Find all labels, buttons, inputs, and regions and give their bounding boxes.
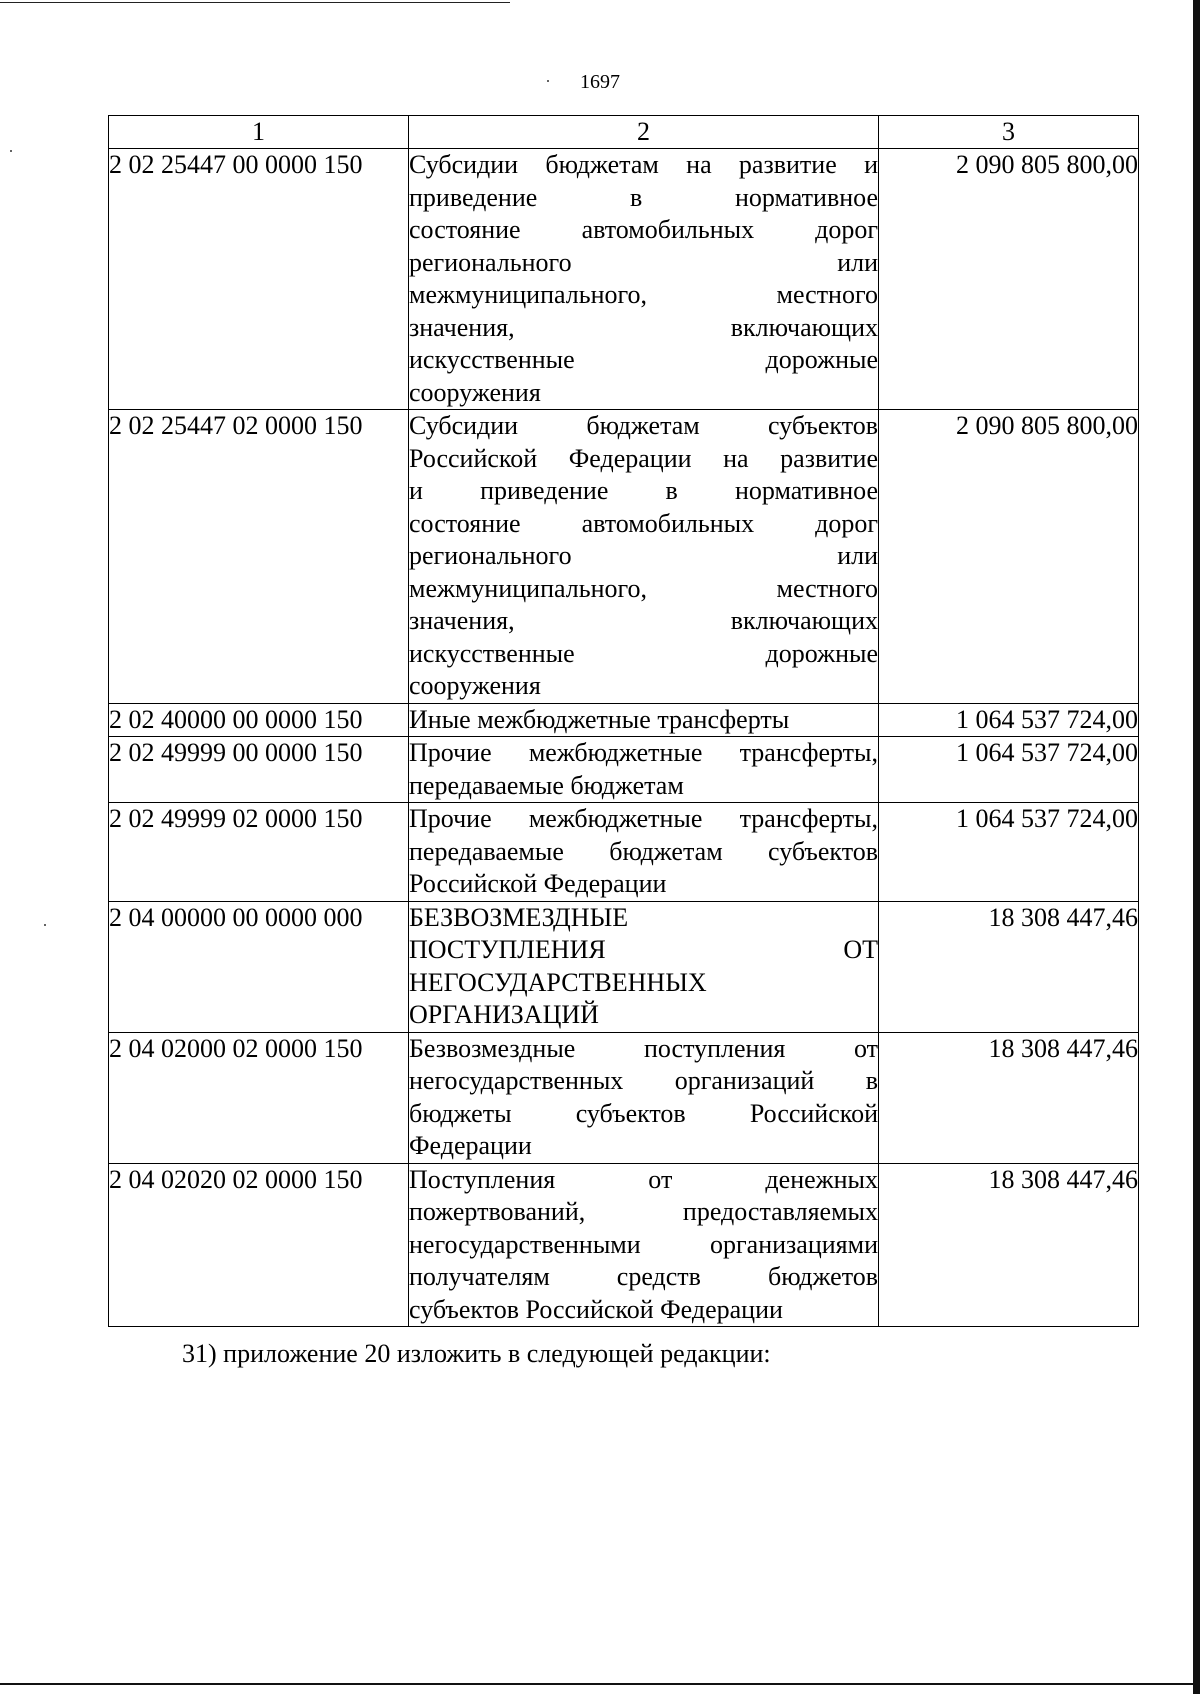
description-line: Прочие межбюджетные трансферты,	[409, 804, 878, 833]
description-line: состояние автомобильных дорог	[409, 215, 878, 244]
budget-classification-code: 2 04 02020 02 0000 150	[109, 1163, 409, 1327]
description-line: негосударственными организациями	[409, 1229, 878, 1259]
table-row	[109, 803, 1139, 902]
description-line: Иные межбюджетные трансферты	[409, 704, 790, 734]
description-line: пожертвований, предоставляемых	[409, 1197, 878, 1226]
amount-value: 1 064 537 724,00	[879, 803, 1139, 902]
column-header-1: 1	[109, 116, 409, 149]
description-line: Российской Федерации	[409, 869, 667, 898]
description-line: межмуниципального, местного	[409, 280, 878, 309]
description-line: сооружения	[409, 377, 541, 407]
closing-instruction-text: 31) приложение 20 изложить в следующей редакции:	[182, 1339, 771, 1368]
amount-value: 2 090 805 800,00	[879, 149, 1139, 410]
table-row	[109, 737, 1139, 803]
description-line: Субсидии бюджетам на развитие и	[409, 150, 878, 179]
column-header-3: 3	[879, 116, 1139, 149]
revenue-description	[409, 737, 879, 803]
budget-revenue-table	[108, 115, 1139, 1327]
amount-value: 18 308 447,46	[879, 1032, 1139, 1163]
description-line: искусственные дорожные	[409, 345, 878, 374]
scan-speck	[10, 150, 12, 152]
budget-classification-code: 2 04 00000 00 0000 000	[109, 901, 409, 1032]
table-row	[109, 1032, 1139, 1163]
description-line: передаваемые бюджетам субъектов	[409, 836, 878, 866]
description-line: значения, включающих	[409, 606, 878, 635]
description-line: Российской Федерации на развитие	[409, 443, 878, 473]
description-line: сооружения	[409, 671, 541, 700]
budget-classification-code: 2 02 25447 00 0000 150	[109, 149, 409, 410]
scan-speck	[44, 924, 46, 926]
description-line: Прочие межбюджетные трансферты,	[409, 738, 878, 767]
description-line: значения, включающих	[409, 312, 878, 342]
amount-value: 1 064 537 724,00	[879, 737, 1139, 803]
description-line: Федерации	[409, 1131, 532, 1160]
table-row	[109, 1163, 1139, 1327]
description-line: получателям средств бюджетов	[409, 1262, 878, 1291]
description-line: передаваемые бюджетам	[409, 770, 684, 800]
description-line: и приведение в нормативное	[409, 476, 878, 505]
description-line: Субсидии бюджетам субъектов	[409, 411, 878, 440]
budget-classification-code: 2 02 40000 00 0000 150	[109, 703, 409, 737]
description-line: регионального или	[409, 541, 878, 570]
table-row	[109, 149, 1139, 410]
scan-top-edge-line	[0, 2, 510, 3]
page-number: 1697	[580, 71, 620, 93]
table-row	[109, 901, 1139, 1032]
amount-value: 18 308 447,46	[879, 1163, 1139, 1327]
description-line: субъектов Российской Федерации	[409, 1294, 783, 1324]
description-line: негосударственных организаций в	[409, 1066, 878, 1095]
budget-classification-code: 2 02 49999 02 0000 150	[109, 803, 409, 902]
description-line: межмуниципального, местного	[409, 573, 878, 603]
column-header-2: 2	[409, 116, 879, 149]
description-line: НЕГОСУДАРСТВЕННЫХ	[409, 967, 707, 997]
description-line: Безвозмездные поступления от	[409, 1033, 878, 1063]
description-line: приведение в нормативное	[409, 182, 878, 212]
table-body	[109, 149, 1139, 1327]
amount-value: 18 308 447,46	[879, 901, 1139, 1032]
description-line: состояние автомобильных дорог	[409, 508, 878, 538]
budget-classification-code: 2 02 49999 00 0000 150	[109, 737, 409, 803]
budget-classification-code: 2 04 02000 02 0000 150	[109, 1032, 409, 1163]
budget-classification-code: 2 02 25447 02 0000 150	[109, 410, 409, 704]
revenue-description	[409, 410, 879, 704]
amount-value: 2 090 805 800,00	[879, 410, 1139, 704]
description-line: БЕЗВОЗМЕЗДНЫЕ	[409, 902, 629, 932]
scan-bottom-edge-line	[0, 1683, 1200, 1685]
scan-right-edge-border	[1193, 0, 1200, 1694]
revenue-description	[409, 703, 879, 737]
revenue-description	[409, 1032, 879, 1163]
revenue-description	[409, 803, 879, 902]
table-row	[109, 703, 1139, 737]
description-line: искусственные дорожные	[409, 638, 878, 668]
description-line: бюджеты субъектов Российской	[409, 1098, 878, 1128]
description-line: Поступления от денежных	[409, 1164, 878, 1194]
revenue-description	[409, 149, 879, 410]
description-line: ОРГАНИЗАЦИЙ	[409, 1000, 599, 1029]
description-line: ПОСТУПЛЕНИЯ ОТ	[409, 935, 878, 964]
revenue-description	[409, 901, 879, 1032]
description-line: регионального или	[409, 247, 878, 277]
table-row	[109, 410, 1139, 704]
table-header-row	[109, 116, 1139, 149]
revenue-description	[409, 1163, 879, 1327]
amount-value: 1 064 537 724,00	[879, 703, 1139, 737]
